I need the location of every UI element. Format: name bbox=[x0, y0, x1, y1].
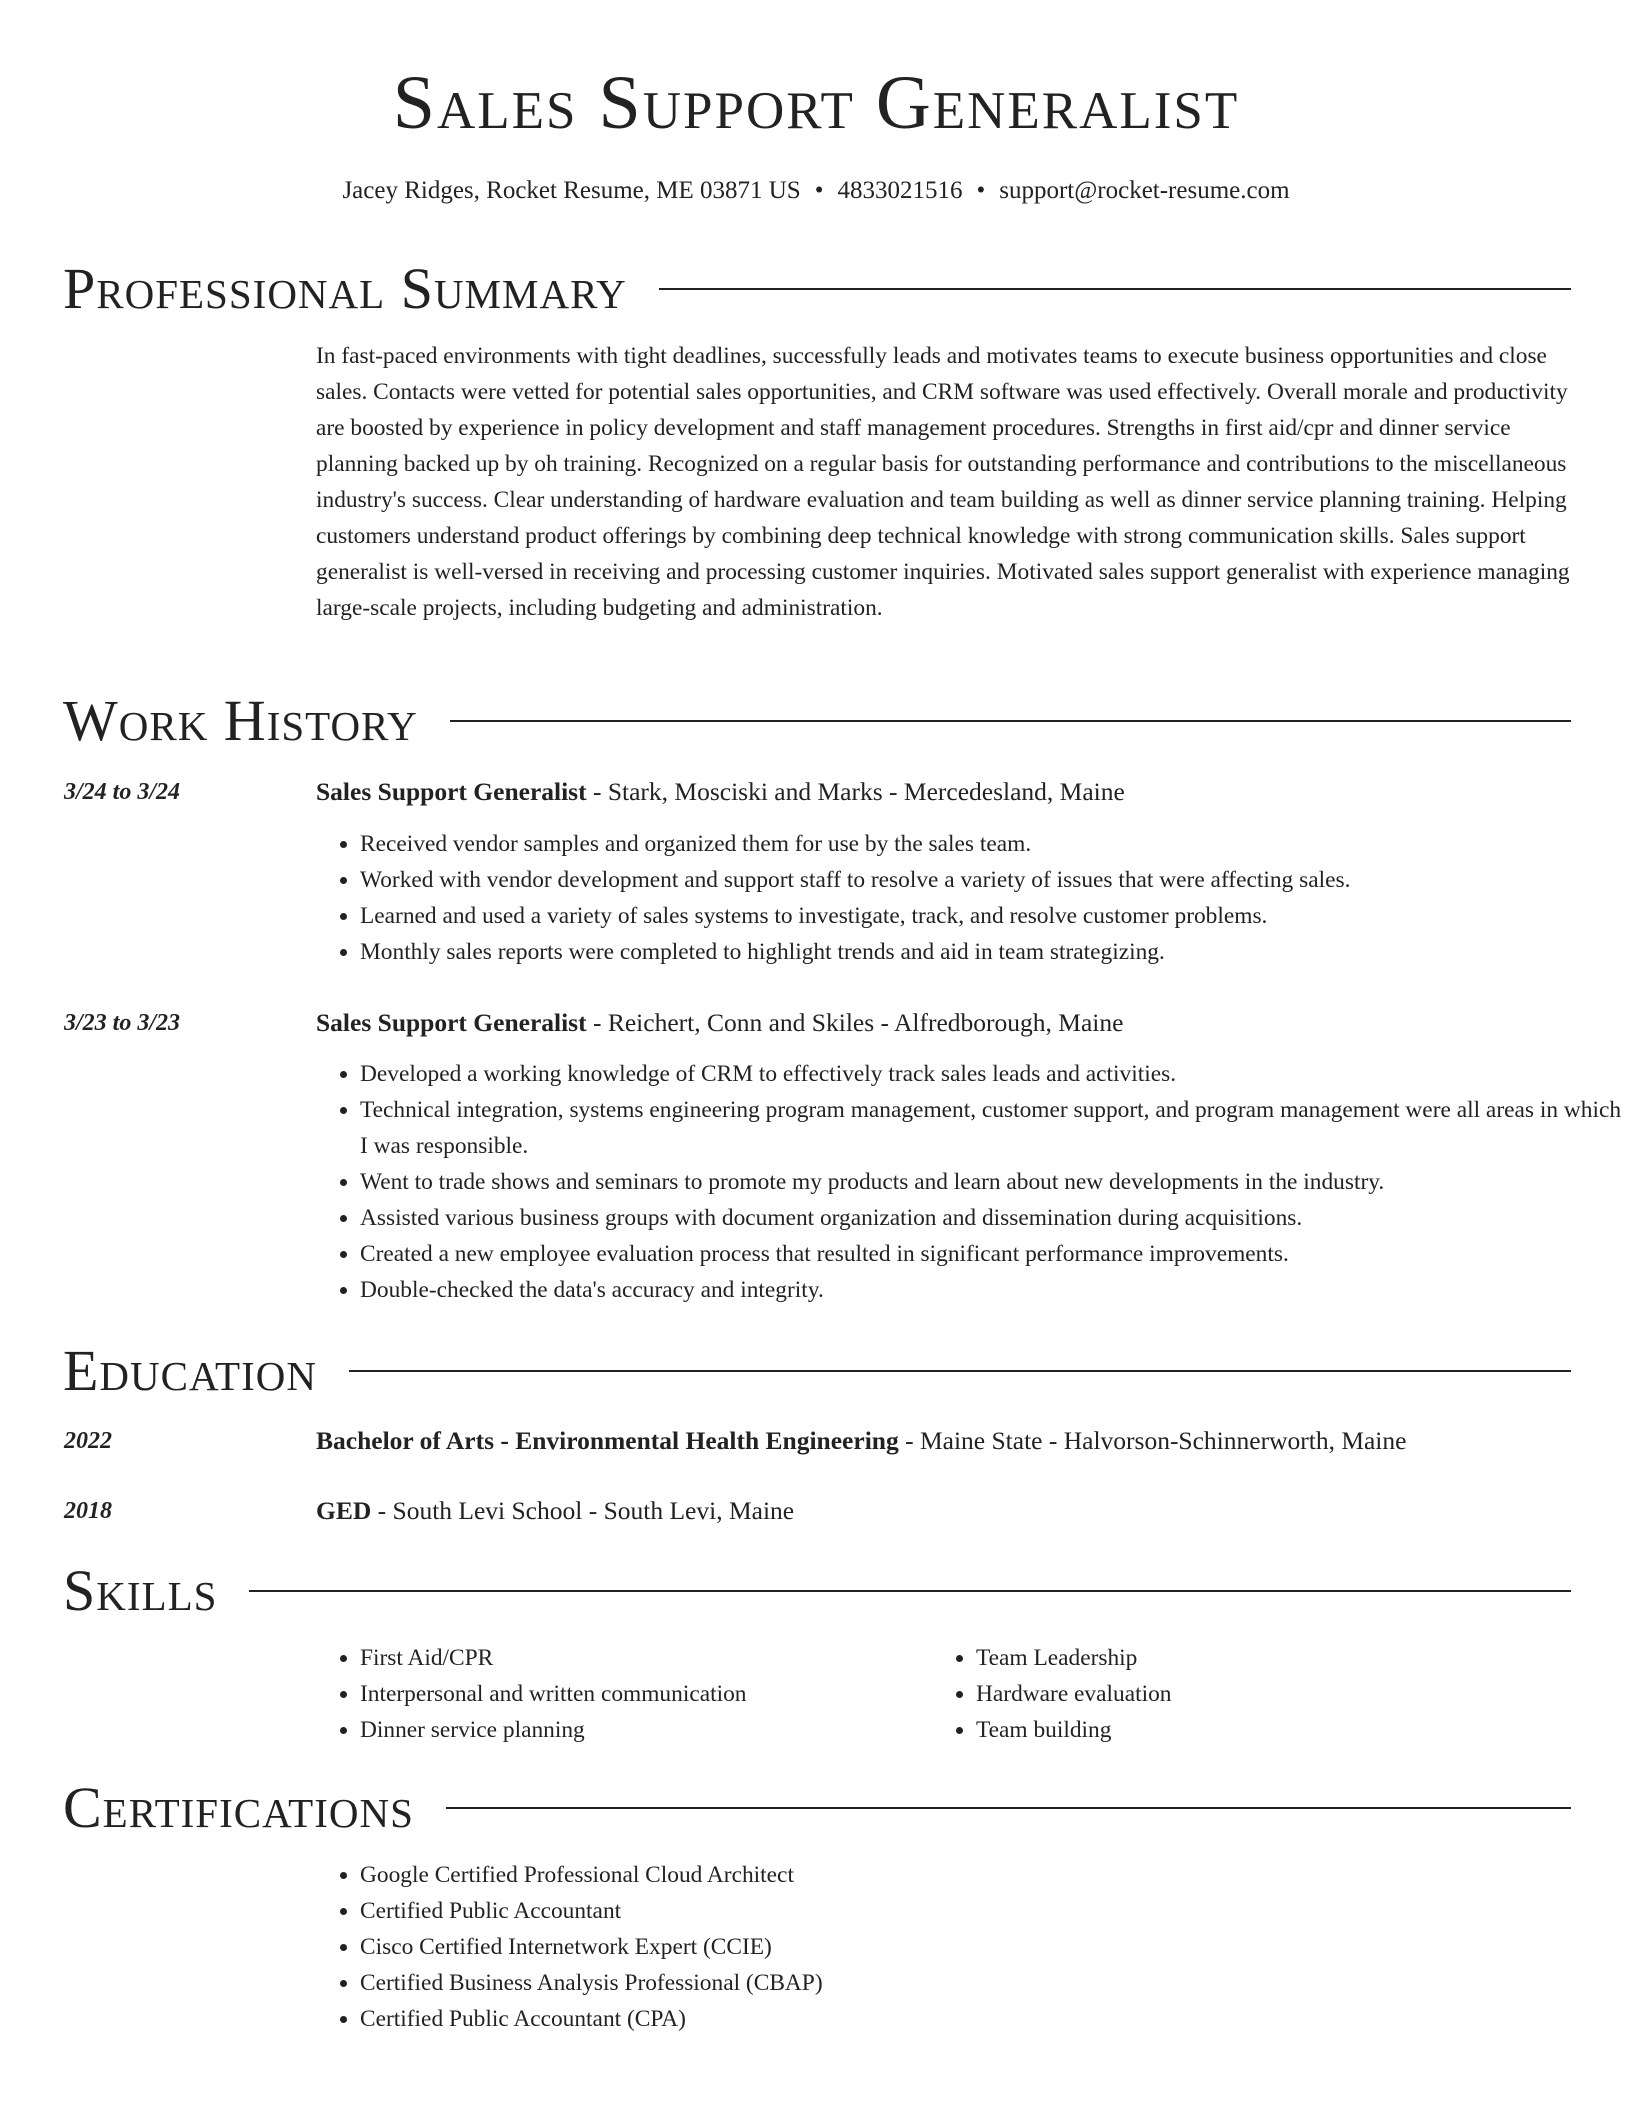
job-title-line bbox=[316, 1006, 1123, 1040]
job-details: - Stark, Mosciski and Marks - Mercedesland, Maine bbox=[586, 777, 1125, 806]
skills-list-left bbox=[316, 1640, 960, 1748]
certification-item: • Certified Business Analysis Professional (CBAP) bbox=[360, 1965, 1622, 2001]
job-bullets bbox=[316, 826, 1622, 970]
job-dates: 3/24 to 3/24 bbox=[64, 779, 181, 805]
candidate-name: Sales Support Generalist bbox=[392, 61, 1240, 145]
summary-text: In fast-paced environments with tight deadlines, successfully leads and motivates teams to execute business opportunities and close sales. Contacts were vetted for potential sales opportunities, and CRM software was used effectively. Overall morale and productivity are boosted by experience in policy development and staff management procedures. Strengths in first aid/cpr and dinner service planning backed up by oh training. Recognized on a regular basis for outstanding performance and contributions to the miscellaneous industry's success. Clear understanding of hardware evaluation and team building as well as dinner service planning training. Helping customers understand product offerings by combining deep technical knowledge with strong communication skills. Sales support generalist is well-versed in receiving and processing customer inquiries. Motivated sales support generalist with experience managing large-scale projects, including budgeting and administration. bbox=[316, 343, 1570, 621]
job-bullet: • Monthly sales reports were completed to highlight trends and aid in team strategizing. bbox=[360, 934, 1622, 970]
contact-address: Jacey Ridges, Rocket Resume, ME 03871 US bbox=[342, 177, 801, 204]
job-details: - Reichert, Conn and Skiles - Alfredborough, Maine bbox=[586, 1008, 1124, 1037]
education-entry bbox=[316, 1494, 794, 1528]
skills-list-right bbox=[932, 1640, 1576, 1748]
contact-separator: • bbox=[976, 177, 986, 204]
section-divider bbox=[450, 720, 1571, 722]
certification-item: • Certified Public Accountant bbox=[360, 1893, 1622, 1929]
job-bullets bbox=[316, 1056, 1622, 1308]
education-details: - South Levi School - South Levi, Maine bbox=[371, 1496, 795, 1525]
section-divider bbox=[249, 1590, 1571, 1592]
contact-line bbox=[0, 174, 1632, 208]
job-bullet: • Went to trade shows and seminars to promote my products and learn about new developments in the industry. bbox=[360, 1164, 1622, 1200]
certification-item: • Google Certified Professional Cloud Architect bbox=[360, 1857, 1622, 1893]
contact-email[interactable]: support@rocket-resume.com bbox=[999, 177, 1290, 204]
skill-item: • First Aid/CPR bbox=[360, 1640, 960, 1676]
work-section-title: Work History bbox=[63, 688, 418, 753]
section-divider bbox=[659, 288, 1571, 290]
education-entry bbox=[316, 1424, 1406, 1458]
job-role: Sales Support Generalist bbox=[316, 1008, 587, 1037]
education-degree: GED bbox=[316, 1496, 372, 1525]
skill-item: • Dinner service planning bbox=[360, 1712, 960, 1748]
certifications-list bbox=[316, 1857, 1622, 2037]
certification-item: • Cisco Certified Internetwork Expert (CCIE) bbox=[360, 1929, 1622, 1965]
certification-item: • Certified Public Accountant (CPA) bbox=[360, 2001, 1622, 2037]
certifications-section-title: Certifications bbox=[63, 1775, 414, 1840]
education-year: 2022 bbox=[64, 1428, 112, 1454]
job-bullet: • Received vendor samples and organized them for use by the sales team. bbox=[360, 826, 1622, 862]
work-section-header bbox=[63, 686, 1571, 756]
job-title-line bbox=[316, 775, 1125, 809]
job-bullet: • Assisted various business groups with document organization and dissemination during acquisitions. bbox=[360, 1200, 1622, 1236]
job-bullet: • Technical integration, systems engineering program management, customer support, and program management were all areas in which I was responsible. bbox=[360, 1092, 1622, 1164]
skills-section-title: Skills bbox=[63, 1558, 218, 1623]
summary-section-header bbox=[63, 254, 1571, 324]
section-divider bbox=[349, 1370, 1571, 1372]
education-year: 2018 bbox=[64, 1498, 112, 1524]
skill-item: • Team building bbox=[976, 1712, 1576, 1748]
job-bullet: • Learned and used a variety of sales systems to investigate, track, and resolve customer problems. bbox=[360, 898, 1622, 934]
summary-section-title: Professional Summary bbox=[63, 256, 627, 321]
job-bullet: • Created a new employee evaluation process that resulted in significant performance improvements. bbox=[360, 1236, 1622, 1272]
education-section-title: Education bbox=[63, 1338, 317, 1403]
section-divider bbox=[446, 1807, 1571, 1809]
job-bullet: • Double-checked the data's accuracy and integrity. bbox=[360, 1272, 1622, 1308]
job-role: Sales Support Generalist bbox=[316, 777, 587, 806]
education-details: - Maine State - Halvorson-Schinnerworth, Maine bbox=[898, 1426, 1407, 1455]
contact-phone: 4833021516 bbox=[837, 177, 963, 204]
skills-section-header bbox=[63, 1556, 1571, 1626]
skill-item: • Interpersonal and written communication bbox=[360, 1676, 960, 1712]
education-section-header bbox=[63, 1336, 1571, 1406]
contact-separator: • bbox=[814, 177, 824, 204]
job-dates: 3/23 to 3/23 bbox=[64, 1010, 181, 1036]
skill-item: • Team Leadership bbox=[976, 1640, 1576, 1676]
skill-item: • Hardware evaluation bbox=[976, 1676, 1576, 1712]
job-bullet: • Developed a working knowledge of CRM to effectively track sales leads and activities. bbox=[360, 1056, 1622, 1092]
job-bullet: • Worked with vendor development and support staff to resolve a variety of issues that were affecting sales. bbox=[360, 862, 1622, 898]
certifications-section-header bbox=[63, 1773, 1571, 1843]
education-degree: Bachelor of Arts - Environmental Health Engineering bbox=[316, 1426, 899, 1455]
